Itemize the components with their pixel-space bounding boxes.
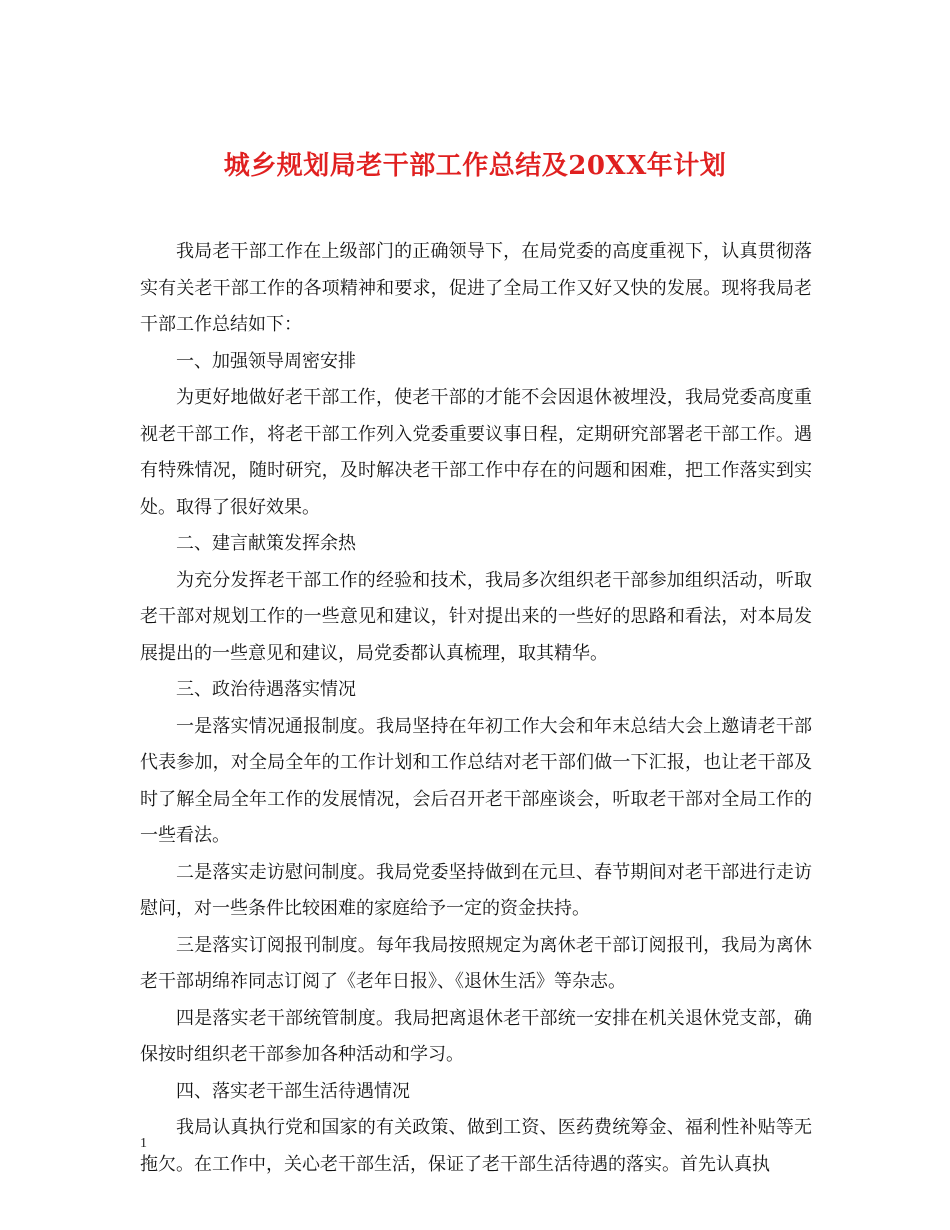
section-heading-1: 一、加强领导周密安排 [176,350,356,372]
paragraph: 三是落实订阅报刊制度。每年我局按照规定为离休老干部订阅报刊，我局为离休老干部胡绵祚同志订阅了《老年日报》、《退休生活》等杂志。 [140,934,812,992]
paragraph: 为更好地做好老干部工作，使老干部的才能不会因退休被埋没，我局党委高度重视老干部工作，将老干部工作列入党委重要议事日程，定期研究部署老干部工作。遇有特殊情况，随时研究，及时解决老干部工作中存在的问题和困难，把工作落实到实处。取得了很好效果。 [140,387,812,518]
section-heading-2: 二、建言献策发挥余热 [176,533,356,554]
paragraph-intro: 我局老干部工作在上级部门的正确领导下，在局党委的高度重视下，认真贯彻落实有关老干部工作的各项精神和要求，促进了全局工作又好又快的发展。现将我局老干部工作总结如下： [140,241,812,335]
section-heading-4: 四、落实老干部生活待遇情况 [176,1080,410,1102]
document-body [140,234,812,1183]
page-title: 城乡规划局老干部工作总结及20XX年计划 [223,151,727,182]
paragraph: 四是落实老干部统管制度。我局把离退休老干部统一安排在机关退休党支部，确保按时组织老干部参加各种活动和学习。 [140,1007,812,1065]
paragraph: 一是落实情况通报制度。我局坚持在年初工作大会和年末总结大会上邀请老干部代表参加，对全局全年的工作计划和工作总结对老干部们做一下汇报，也让老干部及时了解全局全年工作的发展情况，会后召开老干部座谈会，听取老干部对全局工作的一些看法。 [140,715,812,846]
paragraph: 为充分发挥老干部工作的经验和技术，我局多次组织老干部参加组织活动，听取老干部对规划工作的一些意见和建议，针对提出来的一些好的思路和看法，对本局发展提出的一些意见和建议，局党委都认真梳理，取其精华。 [140,569,812,664]
paragraph: 我局认真执行党和国家的有关政策、做到工资、医药费统筹金、福利性补贴等无拖欠。在工作中，关心老干部生活，保证了老干部生活待遇的落实。首先认真执 [140,1117,812,1175]
paragraph: 二是落实走访慰问制度。我局党委坚持做到在元旦、春节期间对老干部进行走访慰问，对一些条件比较困难的家庭给予一定的资金扶持。 [140,861,812,919]
section-heading-3: 三、政治待遇落实情况 [176,679,356,700]
page-number: 1 [140,1136,147,1151]
